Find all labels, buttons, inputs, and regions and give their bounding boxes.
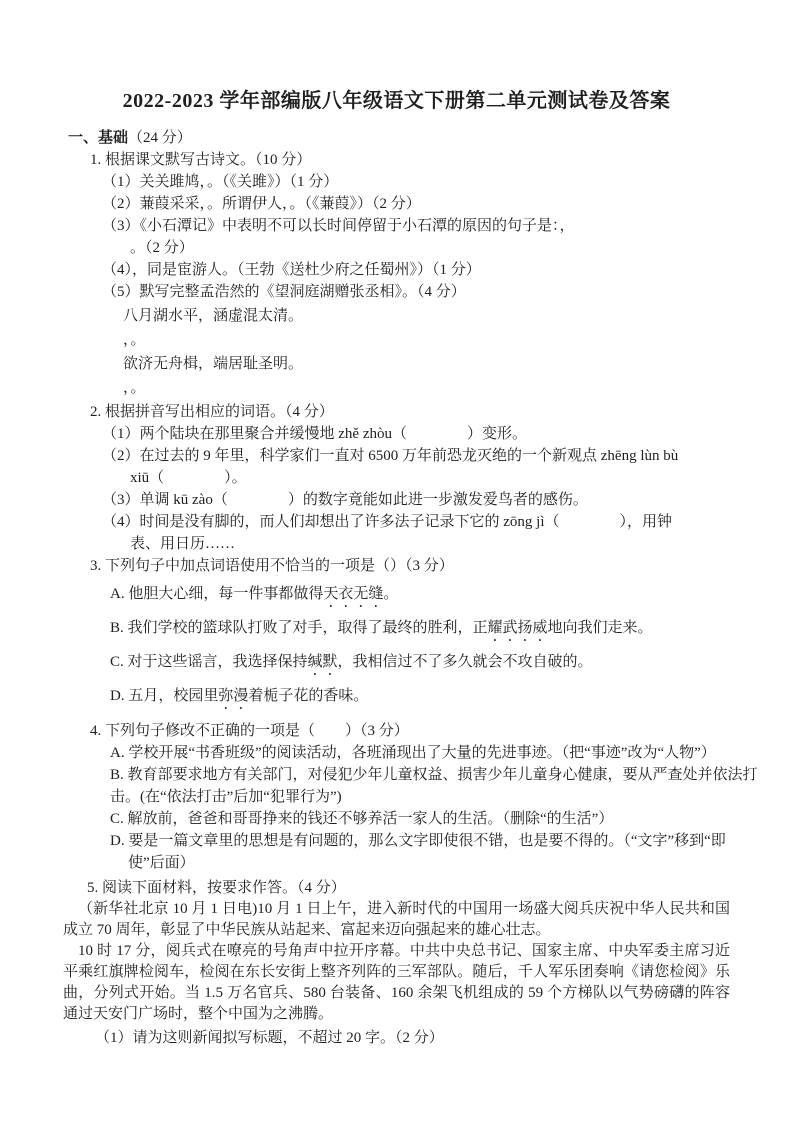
q3-option-d <box>63 685 730 713</box>
q2-item-4: （4）时间是没有脚的，而人们却想出了许多法子记录下它的 zōng jì（ ），用钟 <box>102 514 672 530</box>
q3-option-c-emphasized-word: 缄默 <box>307 654 338 670</box>
q2-item-4-continuation: 表、用日历…… <box>130 536 236 552</box>
q1-poem-line-2: 欲济无舟楫，端居耻圣明。 <box>123 356 304 372</box>
q4-option-c: C. 解放前，爸爸和哥哥挣来的钱还不够养活一家人的生活。（删除“的生活”） <box>110 811 614 827</box>
q2-item-2: （2）在过去的 9 年里，科学家们一直对 6500 万年前恐龙灭绝的一个新观点 zhēng lùn bù <box>102 448 679 464</box>
q4-option-b: B. 教育部要求地方有关部门，对侵犯少年儿童权益、损害少年儿童身心健康，要从严查处并依法打 <box>110 767 758 783</box>
section-heading-label: 一、基础 <box>68 130 129 146</box>
q3-option-a <box>63 583 730 611</box>
q1-stem: 1. 根据课文默写古诗文。（10 分） <box>90 152 312 168</box>
q3-option-d-text: D. 五月，校园里 <box>110 688 219 704</box>
q3-option-c <box>63 651 730 679</box>
q2-item-3: （3）单调 kū zào（ ）的数字竟能如此进一步激发爱鸟者的感伤。 <box>102 492 588 508</box>
q2-item-2-continuation: xiū（ ）。 <box>130 470 247 486</box>
q4-option-b-continuation: 击。(在“依法打击”后加“犯罪行为”) <box>110 789 342 805</box>
q1-item-4: （4），同是宦游人。（王勃《送杜少府之任蜀州》）（1 分） <box>102 262 481 278</box>
exam-content <box>63 88 758 1049</box>
q2-stem: 2. 根据拼音写出相应的词语。（4 分） <box>90 404 334 420</box>
section-heading <box>63 127 730 149</box>
q3-option-b-text-end: 地向我们走来。 <box>547 620 653 636</box>
q5-stem: 5. 阅读下面材料，按要求作答。（4 分） <box>87 880 346 896</box>
q4-option-d: D. 要是一篇文章里的思想是有问题的，那么文字即使很不错，也是要不得的。（“文字”移到“即 <box>110 833 726 849</box>
section-heading-score: （24 分） <box>128 130 192 146</box>
q4-stem: 4. 下列句子修改不正确的一项是（ ）（3 分） <box>90 723 409 739</box>
q3-option-a-text-end: 。 <box>383 586 399 602</box>
q1-item-2: （2）蒹葭采采，。所谓伊人，。（《蒹葭》）（2 分） <box>102 196 421 212</box>
q5-item-1: （1）请为这则新闻拟写标题，不超过 20 字。（2 分） <box>95 1030 444 1046</box>
q1-poem-blank-1: ，。 <box>123 332 146 348</box>
q3-stem: 3. 下列句子中加点词语使用不恰当的一项是（）（3 分） <box>90 558 454 574</box>
q1-item-3: （3）《小石潭记》中表明不可以长时间停留于小石潭的原因的句子是：， <box>102 218 575 234</box>
page-title: 2022-2023 学年部编版八年级语文下册第二单元测试卷及答案 <box>122 90 671 112</box>
q3-option-b-text: B. 我们学校的篮球队打败了对手，取得了最终的胜利，正 <box>110 620 488 636</box>
q2-item-1: （1）两个陆块在那里聚合并缓慢地 zhě zhòu（ ）变形。 <box>102 426 527 442</box>
q3-option-d-text-end: 着栀子花的香味。 <box>248 688 369 704</box>
q5-news-paragraph-1: （新华社北京 10 月 1 日电)10 月 1 日上午，进入新时代的中国用一场盛大阅兵庆祝中华人民共和国成立 70 周年，彰显了中华民族从站起来、富起来迈向强起来的雄心壮志。 <box>63 901 730 938</box>
q3-option-c-text-end: ，我相信过不了多久就会不攻自破的。 <box>337 654 593 670</box>
q4-option-a: A. 学校开展“书香班级”的阅读活动，各班涌现出了大量的先进事迹。（把“事迹”改为“人物”） <box>110 745 716 761</box>
q3-option-b-emphasized-word: 耀武扬威 <box>487 620 548 636</box>
q3-option-c-text: C. 对于这些谣言，我选择保持 <box>110 654 308 670</box>
q3-option-a-text: A. 他胆大心细，每一件事都做得 <box>110 586 324 602</box>
q1-item-5: （5）默写完整孟浩然的《望洞庭湖赠张丞相》。（4 分） <box>102 284 466 300</box>
q1-item-3-continuation: 。（2 分） <box>130 240 194 256</box>
q1-poem-line-1: 八月湖水平，涵虚混太清。 <box>123 308 304 324</box>
q1-item-1: （1）关关雎鸠，。（《关雎》）（1 分） <box>102 174 339 190</box>
q3-option-b <box>63 617 730 645</box>
q1-poem-blank-2: ，。 <box>123 380 146 396</box>
q3-option-d-emphasized-word: 弥漫 <box>218 688 249 704</box>
q4-option-d-continuation: 使”后面） <box>128 855 195 871</box>
q3-option-a-emphasized-word: 天衣无缝 <box>323 586 384 602</box>
q5-news-paragraph-2: 10 时 17 分，阅兵式在嘹亮的号角声中拉开序幕。中共中央总书记、国家主席、中央军委主席习近平乘红旗牌检阅车，检阅在东长安街上整齐列阵的三军部队。随后，千人军乐团奏响《请您检阅》乐曲，分列式开始。当 1.5 万名官兵、580 台装备、160 余架飞机组成的 59 个方梯队以气势磅礴的阵容通过天安门广场时，整个中国为之沸腾。 <box>63 943 730 1022</box>
